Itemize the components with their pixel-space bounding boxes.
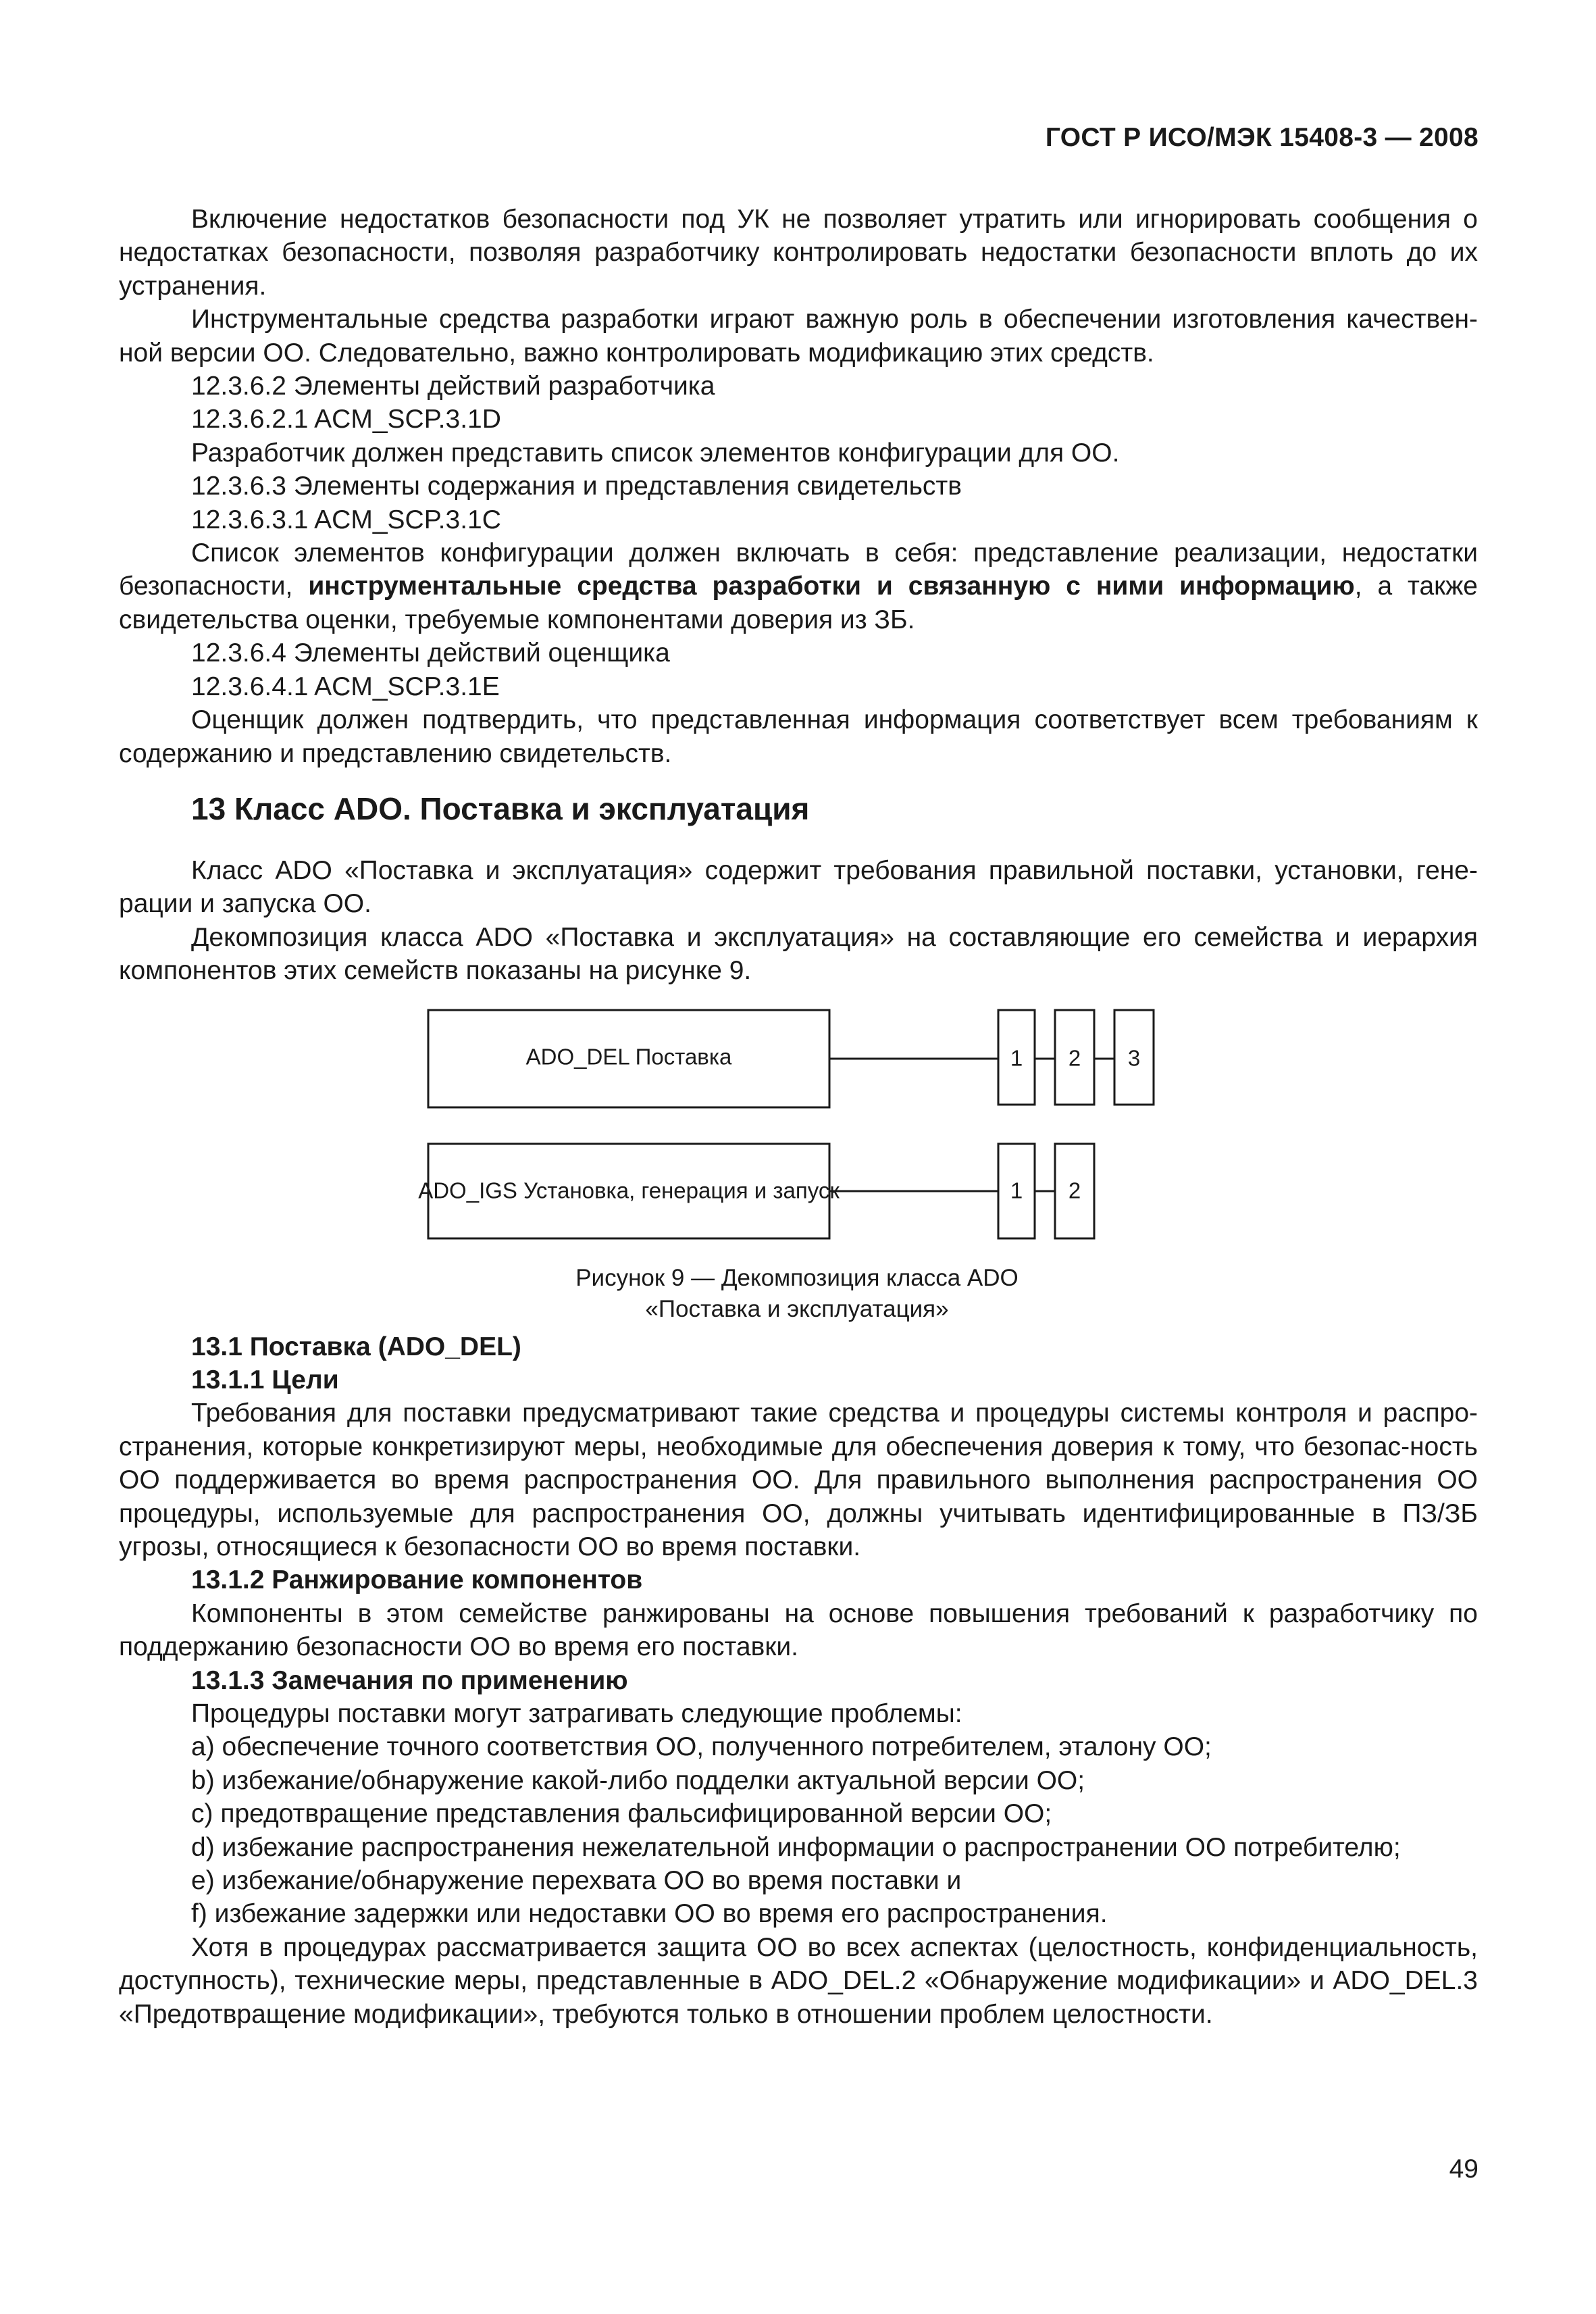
decomposition-diagram (119, 1009, 1478, 1330)
list-item: b) избежание/обнаружение какой-либо подделки актуальной версии ОО; (191, 1765, 1085, 1795)
subsection-heading: 13.1 Поставка (ADO_DEL) (191, 1332, 521, 1361)
family-label-ado-del: ADO_DEL Поставка (525, 1044, 732, 1070)
level-label: 2 (1068, 1045, 1081, 1071)
paragraph: Класс ADO «Поставка и эксплуатация» содержит требования правильной поставки, установки, гене-рации и запуска ОО. (119, 855, 1478, 919)
list-item: f) избежание задержки или недоставки ОО во время его распространения. (191, 1899, 1108, 1929)
paragraph: Хотя в процедурах рассматривается защита ОО во всех аспектах (целостность, конфиденциальность, доступность), технические меры, представленные в ADO_DEL.2 «Обнаружение модификации» и ADO_DEL.3 «Предотвращение модификации», требуются только в отношении проблем целостности. (119, 1932, 1478, 2029)
bold-text: инструментальные средства разработки и связанную с ними информацию (308, 572, 1355, 601)
clause-label: 12.3.6.4.1 ACM_SCP.3.1E (191, 672, 500, 701)
document-header: ГОСТ Р ИСО/МЭК 15408-3 — 2008 (1045, 123, 1478, 152)
clause-label: 12.3.6.3 Элементы содержания и представления свидетельств (191, 472, 962, 501)
paragraph: Декомпозиция класса ADO «Поставка и эксплуатация» на составляющие его семейства и иерархия компонентов этих семейств показаны на рисунке 9. (119, 922, 1478, 986)
paragraph: Компоненты в этом семействе ранжированы на основе повышения требований к разработчику по поддержанию безопасности ОО во время его поставки. (119, 1599, 1478, 1662)
clause-label: 12.3.6.2.1 ACM_SCP.3.1D (191, 405, 501, 434)
family-label-ado-igs: ADO_IGS Установка, генерация и запуск (418, 1178, 840, 1203)
subsection-heading: 13.1.3 Замечания по применению (191, 1665, 628, 1695)
paragraph (119, 536, 1478, 636)
paragraph: Разработчик должен представить список элементов конфигурации для ОО. (191, 438, 1120, 468)
level-label: 2 (1068, 1178, 1081, 1203)
paragraph: Требования для поставки предусматривают такие средства и процедуры системы контроля и распро-странения, которые конкретизируют меры, необходимые для обеспечения доверия к тому, что безопас-ность ОО поддерживается во время распространения ОО. Для правильного выполнения распространения ОО процедуры, используемые для распространения ОО, должны учитывать идентифицированные в ПЗ/ЗБ угрозы, относящиеся к безопасности ОО во время поставки. (119, 1399, 1478, 1561)
paragraph: Включение недостатков безопасности под УК не позволяет утратить или игнорировать сообщения о недостатках безопасности, позволяя разработчику контролировать недостатки безопасности вплоть до их устранения. (119, 205, 1478, 301)
level-label: 1 (1010, 1045, 1023, 1071)
level-label: 1 (1010, 1178, 1023, 1203)
clause-label: 12.3.6.4 Элементы действий оценщика (191, 638, 670, 668)
clause-label: 12.3.6.3.1 ACM_SCP.3.1C (191, 505, 501, 534)
list-item: e) избежание/обнаружение перехвата ОО во время поставки и (191, 1866, 962, 1896)
document-body (119, 203, 1478, 2031)
level-label: 3 (1127, 1045, 1141, 1071)
clause-label: 12.3.6.2 Элементы действий разработчика (191, 372, 715, 401)
subsection-heading: 13.1.2 Ранжирование компонентов (191, 1565, 643, 1595)
paragraph: Оценщик должен подтвердить, что представленная информация соответствует всем требованиям к содержанию и представлению свидетельств. (119, 705, 1478, 768)
section-heading: 13 Класс ADO. Поставка и эксплуатация (191, 790, 810, 826)
figure-caption-line-2: «Поставка и эксплуатация» (645, 1295, 949, 1322)
subsection-heading: 13.1.1 Цели (191, 1365, 339, 1394)
text-run: Список элементов конфигурации должен включать в себя: представление реализации, недостатки безопасности, (119, 538, 1478, 601)
list-item: a) обеспечение точного соответствия ОО, полученного потребителем, эталону ОО; (191, 1732, 1212, 1762)
text-run: , а также свидетельства оценки, требуемые компонентами доверия из ЗБ. (119, 572, 1478, 634)
decomposition-figure (119, 1009, 1478, 1330)
page-number: 49 (1449, 2155, 1478, 2184)
paragraph: Процедуры поставки могут затрагивать следующие проблемы: (191, 1699, 962, 1728)
paragraph: Инструментальные средства разработки играют важную роль в обеспечении изготовления качествен-ной версии ОО. Следовательно, важно контролировать модификацию этих средств. (119, 305, 1478, 368)
list-item: c) предотвращение представления фальсифицированной версии ОО; (191, 1799, 1052, 1829)
figure-caption-line-1: Рисунок 9 — Декомпозиция класса ADO (575, 1264, 1019, 1291)
list-item: d) избежание распространения нежелательной информации о распространении ОО потребителю; (191, 1832, 1401, 1862)
